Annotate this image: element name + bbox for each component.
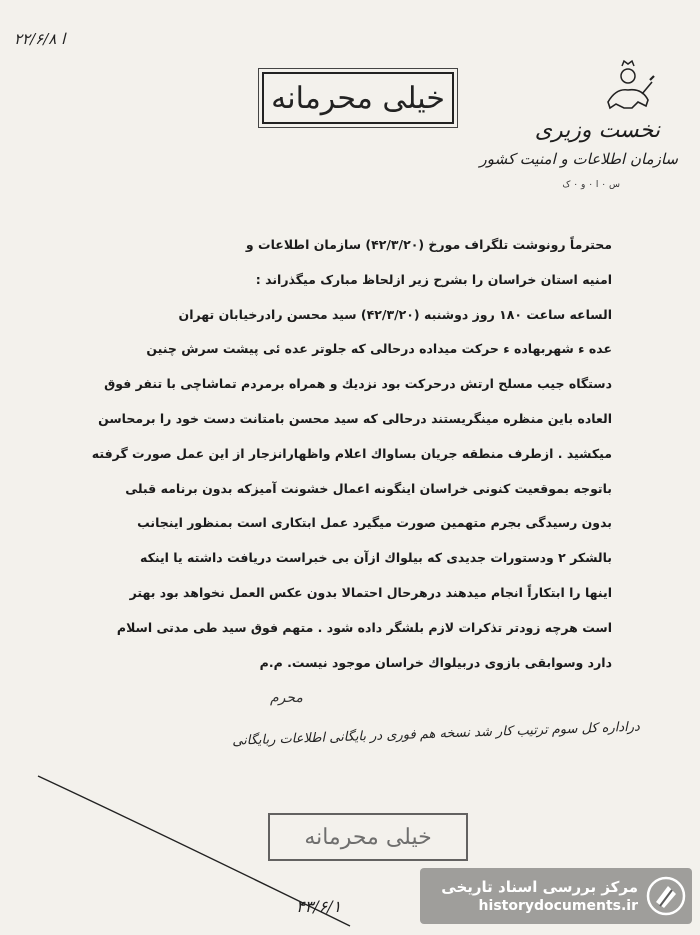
body-line: عده ء شهربهاده ء حرکت میداده درحالی که جلوتر عده ئی پیشت سرش چنین [146, 341, 612, 357]
watermark-banner [420, 868, 692, 924]
body-line: بالشکر ۲ ودستورات جدیدی که بیلواك ازآن بی خبراست دریافت داشته یا اینکه [140, 550, 612, 566]
handwritten-margin-note: دراداره کل سوم ترتیب کار شد نسخه هم فوری در بایگانی اطلاعات ربایگانی [232, 719, 641, 749]
reference-number: ۲۲/۶/۸ ا [14, 30, 66, 48]
body-line: باتوجه بموقعیت کنونی خراسان اینگونه اعمال خشونت آمیزکه بدون برنامه قبلی [125, 480, 612, 496]
archive-logo-icon [646, 876, 686, 916]
letter-body [32, 228, 612, 680]
lion-and-sun-emblem-icon [598, 58, 658, 118]
watermark-name: مرکز بررسی اسناد تاریخی [441, 878, 638, 896]
body-line: محترماً رونوشت تلگراف مورخ (۴۲/۳/۲۰) سازمان اطلاعات و [245, 237, 612, 252]
body-line: اینها را ابتکاراً انجام میدهند درهرحال احتمالا بدون عکس العمل نخواهد بود بهتر [129, 584, 612, 600]
organization-subtitle: سازمان اطلاعات و امنیت کشور [479, 150, 678, 168]
body-line: میکشید . ازطرف منطقه جریان بساواك اعلام واظهارانزجار از این عمل صورت گرفته [91, 445, 612, 461]
body-line: است هرچه زودتر تذکرات لازم بلشگر داده شود . متهم فوق سید طی مدتی اسلام [116, 619, 612, 635]
bottom-classification-stamp: خیلی محرمانه [268, 813, 468, 861]
body-line: الساعه ساعت ۱۸۰ روز دوشنبه (۴۲/۳/۲۰) سید محسن رادرخیابان تهران [178, 306, 612, 322]
body-line: دستگاه جیب مسلح ارتش درحرکت بود نزدیك و همراه برمردم تماشاچی با تنفر فوق [104, 376, 612, 392]
watermark-text [441, 877, 638, 915]
body-line: دارد وسوابقی بازوی دربیلواك خراسان موجود نیست. م.م [259, 654, 612, 670]
body-line: العاده باین منظره مینگریستند درحالی که سید محسن بامتانت دست خود را برمحاسن [98, 410, 612, 426]
bottom-archive-number: ۴۳/۶/۱ [296, 897, 342, 916]
body-line: امنیه استان خراسان را بشرح زیر ازلحاظ مبارک میگذراند : [255, 271, 612, 287]
organization-code: س ۰ ا ۰ و ۰ ک [562, 180, 620, 190]
body-line: بدون رسیدگی بجرم متهمین صورت میگیرد عمل ابتکاری است بمنظور اینجانب [137, 515, 612, 531]
classification-stamp: خیلی محرمانه [262, 72, 454, 124]
watermark-url: historydocuments.ir [478, 898, 638, 914]
organization-title: نخست وزیری [534, 118, 660, 143]
handwritten-initial: محرم [270, 690, 303, 706]
